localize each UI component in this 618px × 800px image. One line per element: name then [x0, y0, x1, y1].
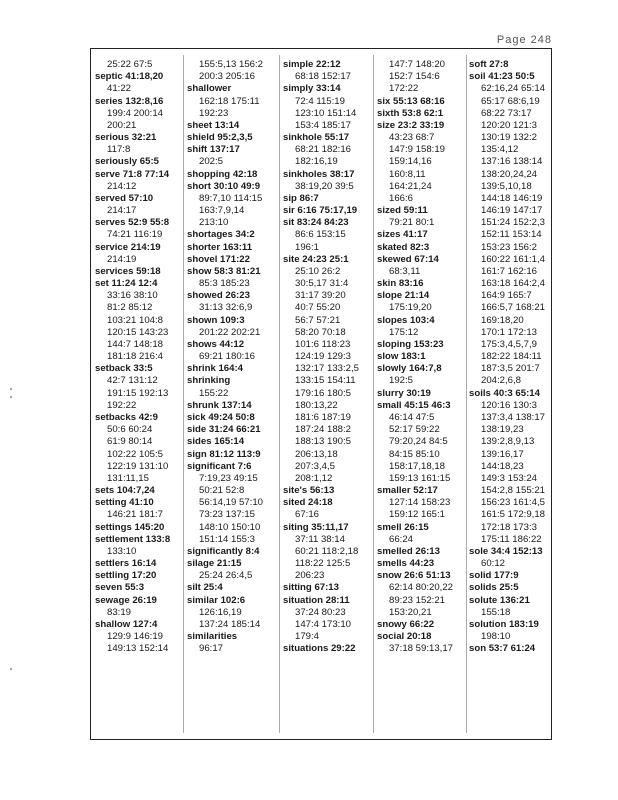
index-page-refs-line: 62:16,24 65:14 [481, 83, 546, 95]
index-term-line: soils 40:3 65:14 [469, 387, 540, 399]
index-term-line: shift 137:17 [187, 144, 240, 156]
index-page-refs-line: 153:20,21 [389, 606, 432, 618]
index-page-refs-line: 72:4 115:19 [295, 95, 345, 107]
index-page-refs-line: 37:11 38:14 [295, 533, 345, 545]
index-term-line: soil 41:23 50:5 [469, 71, 535, 83]
index-page-refs-line: 50:6 60:24 [107, 424, 153, 436]
index-page-refs-line: 166:5,7 168:21 [481, 302, 546, 314]
index-page-refs-line: 43:23 68:7 [389, 132, 435, 144]
index-page-refs-line: 200:21 [107, 119, 137, 131]
index-term-line: shrink 164:4 [187, 363, 243, 375]
index-page-refs-line: 56:14,19 57:10 [199, 497, 264, 509]
index-page-refs-line: 181:18 216:4 [107, 351, 164, 363]
index-term-line: sit 83:24 84:23 [283, 217, 349, 229]
index-page-refs-line: 151:24 152:2,3 [481, 217, 546, 229]
index-page-refs-line: 198:10 [481, 631, 511, 643]
index-page-refs-line: 181:6 187:19 [295, 411, 352, 423]
index-page-refs-line: 31:13 32:6,9 [199, 302, 253, 314]
index-term-line: slowly 164:7,8 [377, 363, 442, 375]
index-page-refs-line: 155:5,13 156:2 [199, 59, 264, 70]
index-page-refs-line: 156:23 161:4,5 [481, 497, 546, 509]
index-page-refs-line: 101:6 118:23 [295, 338, 351, 350]
index-term-line: skewed 67:14 [377, 253, 439, 265]
index-page-refs-line: 206:23 [295, 570, 325, 582]
index-page-refs-line: 138:20,24,24 [481, 168, 538, 180]
index-term-line: seriously 65:5 [95, 156, 159, 168]
index-page-refs-line: 123:10 151:14 [295, 107, 357, 119]
index-term-line: silage 21:15 [187, 558, 242, 570]
index-page-refs-line: 182:22 184:11 [481, 351, 542, 363]
index-page-refs-line: 182:16,19 [295, 156, 338, 168]
index-page-refs-line: 172:18 173:3 [481, 521, 538, 533]
page-number: Page 248 [496, 34, 552, 46]
index-page-refs-line: 152:11 153:14 [481, 229, 542, 241]
index-page-refs-line: 192:5 [389, 375, 414, 387]
index-page-refs-line: 89:7,10 114:15 [199, 192, 263, 204]
index-term-line: son 53:7 61:24 [469, 643, 536, 655]
index-page-refs-line: 159:13 161:15 [389, 472, 451, 484]
index-term-line: sides 165:14 [187, 436, 245, 448]
index-page-refs-line: 67:16 [295, 509, 320, 521]
index-term-line: site's 56:13 [283, 485, 335, 497]
index-page-refs-line: 152:7 154:6 [389, 71, 440, 83]
index-page-refs-line: 214:19 [107, 253, 137, 265]
index-term-line: silt 25:4 [187, 582, 223, 594]
index-page-refs-line: 161:7 162:16 [481, 265, 538, 277]
index-page-refs-line: 214:17 [107, 205, 137, 217]
index-page-refs-line: 37:18 59:13,17 [389, 643, 454, 655]
index-page-refs-line: 149:13 152:14 [107, 643, 169, 655]
index-page-refs-line: 103:21 104:8 [107, 314, 164, 326]
index-term-line: served 57:10 [95, 192, 154, 204]
index-page-refs-line: 68:3,11 [389, 265, 421, 277]
index-term-line: showed 26:23 [187, 290, 250, 302]
index-term-line: small 45:15 46:3 [377, 399, 451, 411]
index-term-line: solute 136:21 [469, 594, 530, 606]
index-page-refs-line: 204:2,6,8 [481, 375, 522, 387]
index-page-refs-line: 120:20 121:3 [481, 119, 538, 131]
index-term-line: solution 183:19 [469, 618, 539, 630]
index-column-4 [377, 59, 465, 729]
index-term-line: sole 34:4 152:13 [469, 545, 543, 557]
index-term-line: sheet 13:14 [187, 119, 240, 131]
index-column-1 [95, 59, 179, 729]
index-page-refs-line: 206:13,18 [295, 448, 338, 460]
index-term-line: smell 26:15 [377, 521, 429, 533]
index-page-refs-line: 83:19 [107, 606, 132, 618]
index-term-line: sets 104:7,24 [95, 485, 155, 497]
index-page-refs-line: 86:6 153:15 [295, 229, 346, 241]
index-term-line: short 30:10 49:9 [187, 180, 261, 192]
index-term-line: similarities [187, 631, 238, 643]
index-page-refs-line: 46:14 47:5 [389, 411, 435, 423]
index-term-line: septic 41:18,20 [95, 71, 164, 83]
index-page-refs-line: 124:19 129:3 [295, 351, 352, 363]
index-term-line: setting 41:10 [95, 497, 154, 509]
index-term-line: sloping 153:23 [377, 338, 444, 350]
index-page-refs-line: 191:15 192:13 [107, 387, 169, 399]
index-page-refs-line: 179:16 180:5 [295, 387, 352, 399]
index-term-line: size 23:2 33:19 [377, 119, 445, 131]
index-page-refs-line: 147:7 148:20 [389, 59, 446, 70]
index-page-refs-line: 79:20,24 84:5 [389, 436, 448, 448]
index-page-refs-line: 96:17 [199, 643, 224, 655]
index-page-refs-line: 144:7 148:18 [107, 338, 164, 350]
index-page-refs-line: 169:18,20 [481, 314, 524, 326]
index-page-refs-line: 180:13,22 [295, 399, 338, 411]
index-page-refs-line: 126:16,19 [199, 606, 242, 618]
index-term-line: serves 52:9 55:8 [95, 217, 170, 229]
index-page-refs-line: 129:9 146:19 [107, 631, 164, 643]
index-page-refs-line: 155:18 [481, 606, 511, 618]
index-page-refs-line: 164:21,24 [389, 180, 432, 192]
index-term-line: settlement 133:8 [95, 533, 171, 545]
index-page-refs-line: 117:8 [107, 144, 131, 156]
index-page-refs-line: 159:12 165:1 [389, 509, 446, 521]
index-page-refs-line: 187:3,5 201:7 [481, 363, 540, 375]
index-page-refs-line: 131:11,15 [107, 472, 149, 484]
index-term-line: slopes 103:4 [377, 314, 435, 326]
index-page-refs-line: 164:9 165:7 [481, 290, 532, 302]
index-term-line: solid 177:9 [469, 570, 519, 582]
index-page-refs-line: 163:18 164:2,4 [481, 278, 546, 290]
index-page-refs-line: 69:21 180:16 [199, 351, 256, 363]
index-page-refs-line: 133:10 [107, 545, 137, 557]
index-page-refs-line: 31:17 39:20 [295, 290, 346, 302]
index-term-line: seven 55:3 [95, 582, 145, 594]
index-page-refs-line: 89:23 152:21 [389, 594, 446, 606]
index-page-refs-line: 40:7 55:20 [295, 302, 341, 314]
index-column-2 [187, 59, 277, 729]
index-page-refs-line: 85:3 185:23 [199, 278, 250, 290]
index-page-refs-line: 74:21 116:19 [107, 229, 163, 241]
index-page-refs-line: 25:22 67:5 [107, 59, 153, 70]
index-page-refs-line: 175:11 186:22 [481, 533, 542, 545]
index-page-refs-line: 120:15 143:23 [107, 326, 169, 338]
index-page-refs-line: 163:7,9,14 [199, 205, 245, 217]
index-term-line: shorter 163:11 [187, 241, 253, 253]
index-page-refs-line: 139:5,10,18 [481, 180, 532, 192]
index-term-line: simply 33:14 [283, 83, 341, 95]
index-term-line: shown 109:3 [187, 314, 245, 326]
index-page-refs-line: 38:19,20 39:5 [295, 180, 354, 192]
index-page-refs-line: 213:10 [199, 217, 229, 229]
index-term-line: six 55:13 68:16 [377, 95, 445, 107]
index-page-refs-line: 132:17 133:2,5 [295, 363, 360, 375]
index-page-refs-line: 159:14,16 [389, 156, 432, 168]
index-page-refs-line: 84:15 85:10 [389, 448, 440, 460]
index-page-refs-line: 151:14 155:3 [199, 533, 256, 545]
index-term-line: shortages 34:2 [187, 229, 255, 241]
index-page-refs-line: 199:4 200:14 [107, 107, 164, 119]
index-term-line: shows 44:12 [187, 338, 245, 350]
index-page-refs-line: 187:24 188:2 [295, 424, 352, 436]
index-term-line: serious 32:21 [95, 132, 157, 144]
index-term-line: settlers 16:14 [95, 558, 157, 570]
index-page-refs-line: 81:2 85:12 [107, 302, 153, 314]
index-term-line: skin 83:16 [377, 278, 424, 290]
index-page-refs-line: 146:19 147:17 [481, 205, 543, 217]
index-page-refs-line: 41:22 [107, 83, 132, 95]
index-term-line: significantly 8:4 [187, 545, 260, 557]
index-page-refs-line: 79:21 80:1 [389, 217, 435, 229]
index-page-refs-line: 148:10 150:10 [199, 521, 261, 533]
index-term-line: service 214:19 [95, 241, 161, 253]
index-page-refs-line: 149:3 153:24 [481, 472, 538, 484]
index-page-refs-line: 135:4,12 [481, 144, 519, 156]
scan-speck [10, 396, 12, 398]
index-term-line: sited 24:18 [283, 497, 333, 509]
index-page-refs-line: 127:14 158:23 [389, 497, 451, 509]
index-page-refs-line: 166:6 [389, 192, 414, 204]
index-term-line: shallow 127:4 [95, 618, 158, 630]
index-page-refs-line: 42:7 131:12 [107, 375, 158, 387]
index-page-refs-line: 120:16 130:3 [481, 399, 538, 411]
index-term-line: side 31:24 66:21 [187, 424, 261, 436]
index-page-refs-line: 137:24 185:14 [199, 618, 261, 630]
index-page-refs-line: 139:16,17 [481, 448, 524, 460]
index-term-line: shrinking [187, 375, 231, 387]
index-page-refs-line: 50:21 52:8 [199, 485, 245, 497]
index-term-line: significant 7:6 [187, 460, 252, 472]
index-term-line: slurry 30:19 [377, 387, 431, 399]
index-page-refs-line: 192:22 [107, 399, 137, 411]
index-page-refs-line: 122:19 131:10 [107, 460, 169, 472]
index-page-refs-line: 160:22 161:1,4 [481, 253, 546, 265]
index-page-refs-line: 61:9 80:14 [107, 436, 153, 448]
index-term-line: slope 21:14 [377, 290, 430, 302]
index-page-refs-line: 170:1 172:13 [481, 326, 538, 338]
index-page-refs-line: 144:18,23 [481, 460, 524, 472]
index-page-refs-line: 56:7 57:21 [295, 314, 341, 326]
index-column-3 [283, 59, 373, 729]
index-page-refs-line: 118:22 125:5 [295, 558, 351, 570]
scan-speck [10, 388, 12, 390]
index-term-line: services 59:18 [95, 265, 161, 277]
index-page-refs-line: 200:3 205:16 [199, 71, 256, 83]
index-page-refs-line: 154:2,8 155:21 [481, 485, 546, 497]
index-term-line: slow 183:1 [377, 351, 426, 363]
index-page-refs-line: 160:8,11 [389, 168, 426, 180]
index-page-refs-line: 137:16 138:14 [481, 156, 543, 168]
index-term-line: show 58:3 81:21 [187, 265, 261, 277]
index-term-line: sized 59:11 [377, 205, 428, 217]
index-page-refs-line: 7:19,23 49:15 [199, 472, 258, 484]
index-page-refs-line: 147:9 158:19 [389, 144, 446, 156]
index-term-line: setback 33:5 [95, 363, 153, 375]
index-page-refs-line: 65:17 68:6,19 [481, 95, 540, 107]
column-divider [373, 55, 374, 733]
index-term-line: sewage 26:19 [95, 594, 157, 606]
index-term-line: smells 44:23 [377, 558, 435, 570]
index-term-line: sixth 53:8 62:1 [377, 107, 444, 119]
index-page-refs-line: 137:3,4 138:17 [481, 411, 546, 423]
index-term-line: shrunk 137:14 [187, 399, 252, 411]
index-term-line: settling 17:20 [95, 570, 157, 582]
index-page-refs-line: 196:1 [295, 241, 320, 253]
index-page-refs-line: 172:22 [389, 83, 419, 95]
index-page-refs-line: 201:22 202:21 [199, 326, 261, 338]
index-page-refs-line: 30:5,17 31:4 [295, 278, 349, 290]
index-page-refs-line: 175:19,20 [389, 302, 432, 314]
index-page-refs-line: 207:3,4,5 [295, 460, 336, 472]
index-term-line: setbacks 42:9 [95, 411, 158, 423]
index-term-line: shield 95:2,3,5 [187, 132, 253, 144]
column-divider [183, 55, 184, 733]
index-page-refs-line: 188:13 190:5 [295, 436, 352, 448]
index-column-5 [469, 59, 551, 729]
index-page-refs-line: 202:5 [199, 156, 224, 168]
index-term-line: set 11:24 12:4 [95, 278, 158, 290]
index-page-refs-line: 153:4 185:17 [295, 119, 352, 131]
index-page-refs-line: 147:4 173:10 [295, 618, 352, 630]
index-term-line: sign 81:12 113:9 [187, 448, 261, 460]
index-page-refs-line: 37:24 80:23 [295, 606, 346, 618]
index-term-line: site 24:23 25:1 [283, 253, 349, 265]
index-term-line: skated 82:3 [377, 241, 430, 253]
index-page-refs-line: 60:21 118:2,18 [295, 545, 359, 557]
index-page-frame [90, 48, 552, 740]
index-term-line: situations 29:22 [283, 643, 356, 655]
index-page-refs-line: 25:10 26:2 [295, 265, 341, 277]
index-term-line: siting 35:11,17 [283, 521, 349, 533]
index-term-line: simple 22:12 [283, 59, 341, 70]
index-term-line: solids 25:5 [469, 582, 519, 594]
column-divider [466, 55, 467, 733]
index-page-refs-line: 214:12 [107, 180, 137, 192]
index-page-refs-line: 68:18 152:17 [295, 71, 352, 83]
index-term-line: shopping 42:18 [187, 168, 258, 180]
index-page-refs-line: 144:18 146:19 [481, 192, 543, 204]
index-page-refs-line: 158:17,18,18 [389, 460, 446, 472]
index-term-line: series 132:8,16 [95, 95, 164, 107]
index-page-refs-line: 155:22 [199, 387, 229, 399]
index-term-line: shallower [187, 83, 232, 95]
index-term-line: snow 26:6 51:13 [377, 570, 451, 582]
index-term-line: smelled 26:13 [377, 545, 440, 557]
index-page-refs-line: 60:12 [481, 558, 506, 570]
index-page-refs-line: 179:4 [295, 631, 320, 643]
index-term-line: situation 28:11 [283, 594, 350, 606]
index-term-line: sir 6:16 75:17,19 [283, 205, 358, 217]
index-term-line: similar 102:6 [187, 594, 246, 606]
index-term-line: smaller 52:17 [377, 485, 438, 497]
index-term-line: sinkhole 55:17 [283, 132, 350, 144]
index-term-line: sizes 41:17 [377, 229, 428, 241]
index-page-refs-line: 208:1,12 [295, 472, 333, 484]
scan-speck [10, 668, 12, 670]
index-page-refs-line: 153:23 156:2 [481, 241, 538, 253]
index-term-line: sinkholes 38:17 [283, 168, 355, 180]
index-page-refs-line: 192:23 [199, 107, 229, 119]
index-term-line: sitting 67:13 [283, 582, 339, 594]
index-page-refs-line: 68:22 73:17 [481, 107, 532, 119]
index-term-line: soft 27:8 [469, 59, 509, 70]
index-term-line: shovel 171:22 [187, 253, 250, 265]
index-page-refs-line: 138:19,23 [481, 424, 524, 436]
index-page-refs-line: 102:22 105:5 [107, 448, 164, 460]
index-page-refs-line: 133:15 154:11 [295, 375, 356, 387]
index-term-line: sip 86:7 [283, 192, 319, 204]
index-page-refs-line: 161:5 172:9,18 [481, 509, 546, 521]
index-page-refs-line: 58:20 70:18 [295, 326, 346, 338]
index-term-line: settings 145:20 [95, 521, 165, 533]
index-page-refs-line: 66:24 [389, 533, 414, 545]
index-page-refs-line: 146:21 181:7 [107, 509, 164, 521]
index-page-refs-line: 52:17 59:22 [389, 424, 440, 436]
index-page-refs-line: 175:12 [389, 326, 419, 338]
column-divider [279, 55, 280, 733]
index-page-refs-line: 62:14 80:20,22 [389, 582, 454, 594]
index-page-refs-line: 73:23 137:15 [199, 509, 256, 521]
index-page-refs-line: 130:19 132:2 [481, 132, 538, 144]
index-page-refs-line: 68:21 182:16 [295, 144, 352, 156]
index-page-refs-line: 162:18 175:11 [199, 95, 260, 107]
index-term-line: serve 71:8 77:14 [95, 168, 170, 180]
index-page-refs-line: 175:3,4,5,7,9 [481, 338, 538, 350]
index-page-refs-line: 139:2,8,9,13 [481, 436, 535, 448]
index-term-line: social 20:18 [377, 631, 432, 643]
index-page-refs-line: 25:24 26:4,5 [199, 570, 253, 582]
index-page-refs-line: 33:16 38:10 [107, 290, 158, 302]
index-term-line: sick 49:24 50:8 [187, 411, 255, 423]
index-term-line: snowy 66:22 [377, 618, 435, 630]
